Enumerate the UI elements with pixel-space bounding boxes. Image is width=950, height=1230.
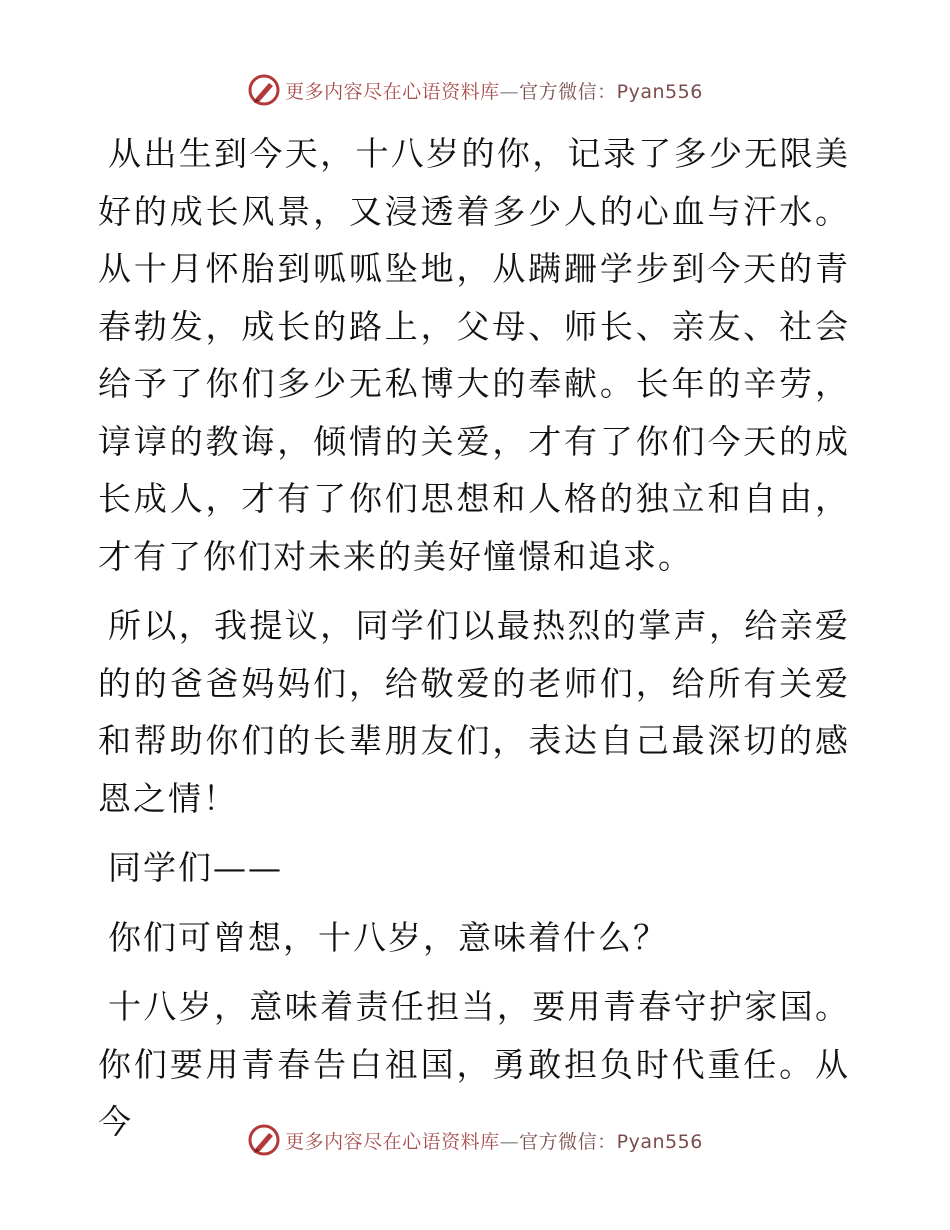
banner-title: 更多内容尽在心语资料库 xyxy=(285,1130,500,1153)
paragraph-1: 从出生到今天，十八岁的你，记录了多少无限美好的成长风景，又浸透着多少人的心血与汗水。从十月怀胎到呱呱坠地，从蹒跚学步到今天的青春勃发，成长的路上，父母、师长、亲友、社会给予了你们多少无私博大的奉献。长年的辛劳，谆谆的教诲，倾情的关爱，才有了你们今天的成长成人，才有了你们思想和人格的独立和自由，才有了你们对未来的美好憧憬和追求。 xyxy=(98,134,850,576)
pen-logo-icon xyxy=(247,1123,281,1157)
paragraph-2: 所以，我提议，同学们以最热烈的掌声，给亲爱的的爸爸妈妈们，给敬爱的老师们，给所有关爱和帮助你们的长辈朋友们，表达自己最深切的感恩之情！ xyxy=(98,606,850,818)
banner-separator: — xyxy=(499,1130,520,1153)
banner-wechat: 官方微信：Pyan556 xyxy=(519,1130,703,1153)
banner-separator: — xyxy=(499,80,520,103)
banner-title: 更多内容尽在心语资料库 xyxy=(285,80,500,103)
paragraph-4: 你们可曾想，十八岁，意味着什么？ xyxy=(108,917,668,957)
pen-logo-icon xyxy=(247,73,281,107)
paragraph-3: 同学们—— xyxy=(108,848,283,887)
footer-banner xyxy=(0,1120,950,1160)
paragraph-5: 十八岁，意味着责任担当，要用青春守护家国。你们要用青春告白祖国，勇敢担负时代重任。从今 xyxy=(98,987,850,1141)
header-banner xyxy=(0,70,950,110)
document-body xyxy=(98,125,850,1151)
banner-wechat: 官方微信：Pyan556 xyxy=(519,80,703,103)
